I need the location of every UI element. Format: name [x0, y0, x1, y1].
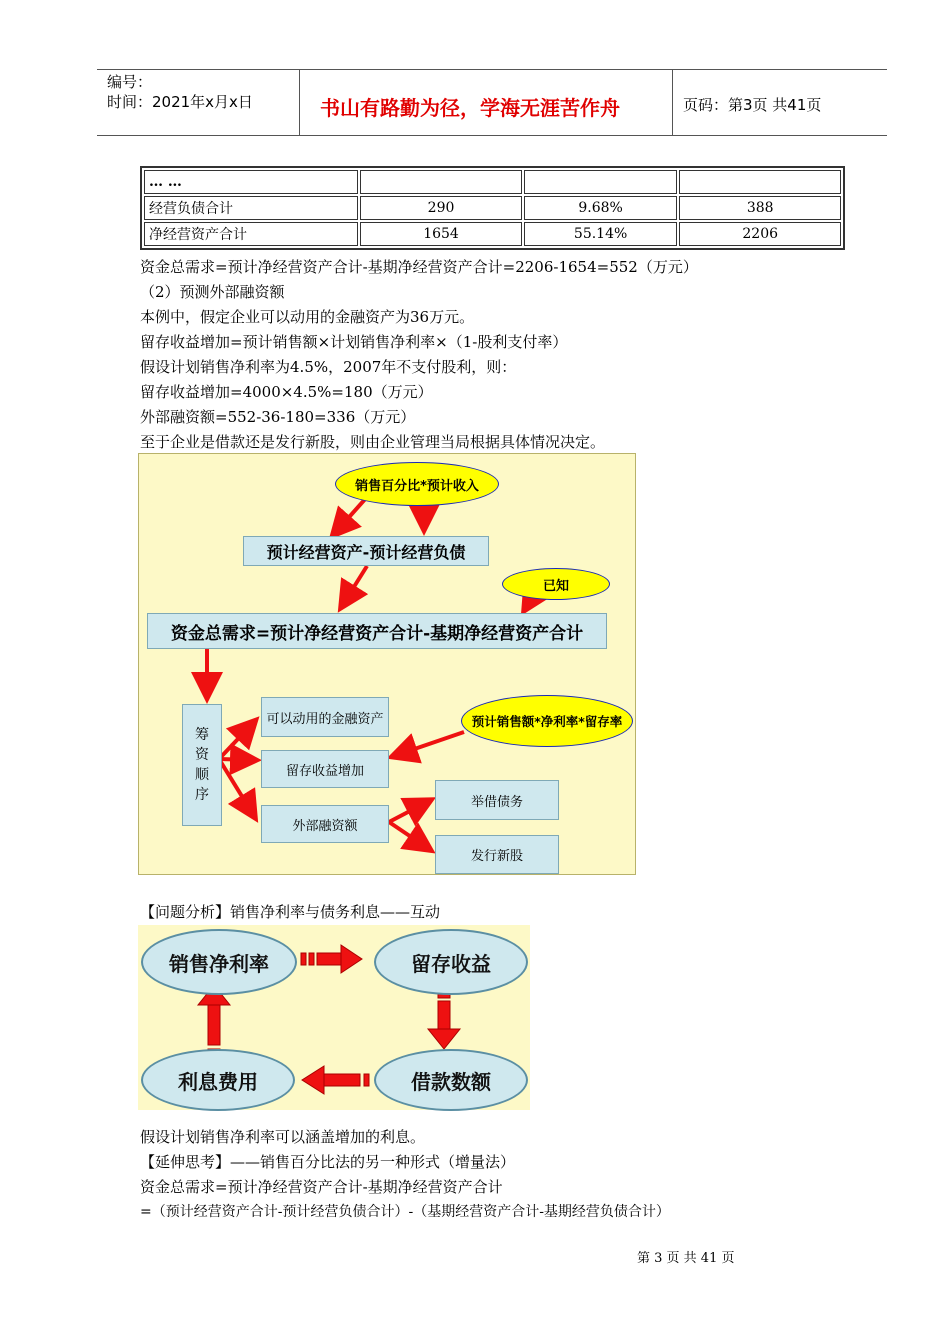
table-cell: 388: [679, 196, 841, 220]
arrow: [302, 1066, 324, 1094]
arrow: [342, 566, 367, 606]
text-line: 资金总需求=预计净经营资产合计-基期净经营资产合计=2206-1654=552（万元）: [140, 258, 698, 276]
financing-flow-diagram: [138, 453, 636, 875]
arrow: [334, 497, 367, 534]
text-line: =（预计经营资产合计-预计经营负债合计）-（基期经营资产合计-基期经营负债合计）: [140, 1204, 670, 1220]
time-label: 时间：2021年x月x日: [107, 93, 253, 111]
borrow-debt-box: 举借债务: [435, 780, 559, 820]
text-line: 假设计划销售净利率可以涵盖增加的利息。: [140, 1128, 426, 1146]
arrow: [394, 732, 464, 756]
page-indicator: 页码：第3页 共41页: [683, 96, 822, 114]
retained-earnings-box: 留存收益增加: [261, 750, 389, 788]
header-divider: [299, 69, 300, 135]
table-cell: 净经营资产合计: [144, 222, 358, 246]
text-line: 外部融资额=552-36-180=336（万元）: [140, 408, 416, 426]
arrow: [219, 722, 254, 759]
table-row: [144, 196, 841, 220]
text-line: 资金总需求=预计净经营资产合计-基期净经营资产合计: [140, 1178, 503, 1196]
arrow: [428, 1029, 460, 1049]
forecast-assets-box: 预计经营资产-预计经营负债: [243, 536, 489, 566]
table-cell: [524, 170, 678, 194]
interest-expense-oval: 利息费用: [141, 1049, 295, 1111]
text-line: 留存收益增加=4000×4.5%=180（万元）: [140, 383, 433, 401]
table-row: [144, 222, 841, 246]
text-line: 【延伸思考】——销售百分比法的另一种形式（增量法）: [140, 1153, 516, 1171]
text-line: 本例中，假定企业可以动用的金融资产为36万元。: [140, 308, 475, 326]
arrow: [219, 759, 254, 816]
arrow: [438, 1001, 450, 1029]
known-ellipse: 已知: [502, 568, 610, 600]
arrow: [324, 1074, 360, 1086]
arrow: [219, 759, 254, 760]
sales-percentage-ellipse: 销售百分比*预计收入: [335, 462, 499, 506]
header-motto: 书山有路勤为径，学海无涯苦作舟: [320, 96, 620, 120]
table-cell: 1654: [360, 222, 522, 246]
table-cell: 2206: [679, 222, 841, 246]
table-cell: [360, 170, 522, 194]
arrow: [309, 953, 314, 965]
text-line: （2）预测外部融资额: [140, 283, 285, 301]
financing-order-box: 筹资顺序: [182, 704, 222, 826]
net-margin-ellipse: 预计销售额*净利率*留存率: [461, 695, 633, 747]
total-demand-box: 资金总需求=预计净经营资产合计-基期净经营资产合计: [147, 613, 607, 649]
table-cell: 55.14%: [524, 222, 678, 246]
interaction-cycle-diagram: [138, 925, 530, 1110]
issue-shares-box: 发行新股: [435, 835, 559, 874]
header-top-rule: [97, 69, 887, 70]
arrow: [364, 1074, 369, 1086]
arrow: [208, 1005, 220, 1045]
table-cell: [679, 170, 841, 194]
header-bottom-rule: [97, 135, 887, 136]
table-cell: 经营负债合计: [144, 196, 358, 220]
external-financing-box: 外部融资额: [261, 805, 389, 843]
net-margin-oval: 销售净利率: [141, 929, 297, 995]
arrow: [389, 801, 429, 822]
arrow: [317, 953, 341, 965]
table-cell: 9.68%: [524, 196, 678, 220]
financial-assets-box: 可以动用的金融资产: [261, 697, 389, 737]
table-row: [144, 170, 841, 194]
arrow: [301, 953, 306, 965]
text-line: 至于企业是借款还是发行新股，则由企业管理当局根据具体情况决定。: [140, 433, 606, 451]
text-line: 留存收益增加=预计销售额×计划销售净利率×（1-股利支付率）: [140, 333, 568, 351]
table-cell: 290: [360, 196, 522, 220]
page-footer: 第 3 页 共 41 页: [637, 1251, 735, 1266]
header-divider: [672, 69, 673, 135]
number-label: 编号：: [107, 73, 153, 91]
retained-earnings-oval: 留存收益: [374, 929, 528, 995]
text-line: 【问题分析】销售净利率与债务利息——互动: [140, 903, 441, 921]
table-cell: … …: [144, 170, 358, 194]
arrow: [341, 945, 362, 973]
arrow: [389, 822, 429, 849]
borrowing-oval: 借款数额: [374, 1049, 528, 1111]
financial-table: [140, 166, 845, 250]
text-line: 假设计划销售净利率为4.5%，2007年不支付股利，则：: [140, 358, 517, 376]
